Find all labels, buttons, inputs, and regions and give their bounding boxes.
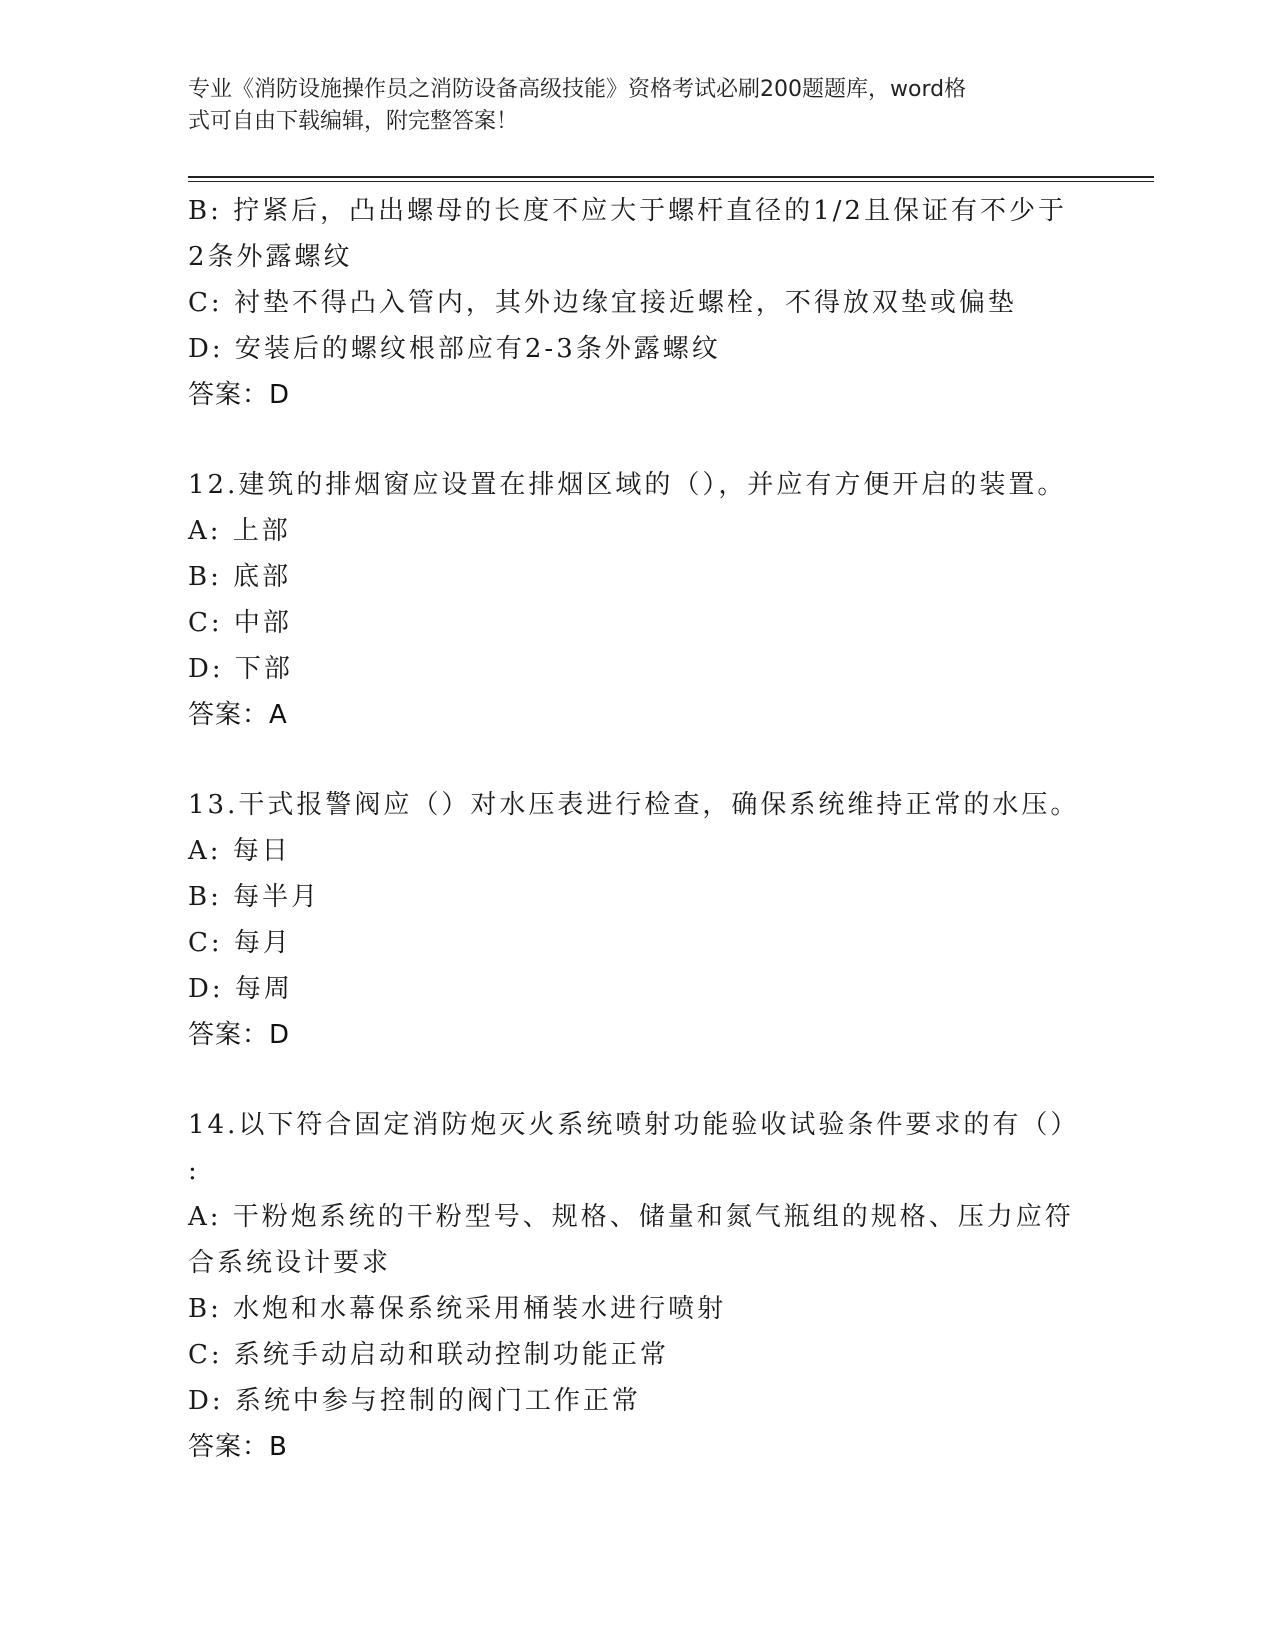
option-c: C: 系统手动启动和联动控制功能正常	[188, 1340, 669, 1370]
option-b-continued: 2条外露螺纹	[188, 242, 353, 272]
option-d: D: 系统中参与控制的阀门工作正常	[188, 1386, 641, 1416]
header-divider-thin	[188, 181, 1154, 182]
option-d: D: 下部	[188, 654, 293, 684]
question-list	[188, 188, 1088, 1470]
option-a: A: 每日	[188, 836, 291, 866]
option-d: D: 每周	[188, 974, 293, 1004]
question-stem-continued: :	[188, 1156, 200, 1186]
option-b: B: 底部	[188, 562, 292, 592]
option-a: A: 上部	[188, 516, 291, 546]
question-stem: 13.干式报警阀应（）对水压表进行检查，确保系统维持正常的水压。	[188, 790, 1080, 820]
option-d: D: 安装后的螺纹根部应有2-3条外露螺纹	[188, 334, 721, 364]
header-line-2: 式可自由下载编辑，附完整答案！	[188, 109, 519, 134]
question-11-continued	[188, 188, 1088, 418]
question-13	[188, 782, 1088, 1058]
question-14	[188, 1102, 1088, 1470]
spacer	[188, 418, 1088, 462]
header-line-1: 专业《消防设施操作员之消防设备高级技能》资格考试必刷200题题库，word格	[188, 77, 967, 102]
option-b: B: 每半月	[188, 882, 321, 912]
spacer	[188, 738, 1088, 782]
option-c: C: 中部	[188, 608, 292, 638]
answer-line: 答案：A	[188, 700, 288, 730]
header-divider-thick	[188, 176, 1154, 178]
option-c: C: 衬垫不得凸入管内，其外边缘宜接近螺栓，不得放双垫或偏垫	[188, 288, 1017, 318]
question-12	[188, 462, 1088, 738]
answer-line: 答案：D	[188, 1020, 291, 1050]
document-header	[188, 74, 1068, 138]
option-a: A: 干粉炮系统的干粉型号、规格、储量和氮气瓶组的规格、压力应符	[188, 1202, 1074, 1232]
answer-line: 答案：D	[188, 380, 291, 410]
option-c: C: 每月	[188, 928, 292, 958]
option-a-continued: 合系统设计要求	[188, 1248, 392, 1278]
option-b: B: 水炮和水幕保系统采用桶装水进行喷射	[188, 1294, 727, 1324]
spacer	[188, 1058, 1088, 1102]
answer-line: 答案：B	[188, 1432, 288, 1462]
question-stem: 14.以下符合固定消防炮灭火系统喷射功能验收试验条件要求的有（）	[188, 1110, 1080, 1140]
question-stem: 12.建筑的排烟窗应设置在排烟区域的（），并应有方便开启的装置。	[188, 470, 1067, 500]
option-b: B: 拧紧后，凸出螺母的长度不应大于螺杆直径的1/2且保证有不少于	[188, 196, 1067, 226]
